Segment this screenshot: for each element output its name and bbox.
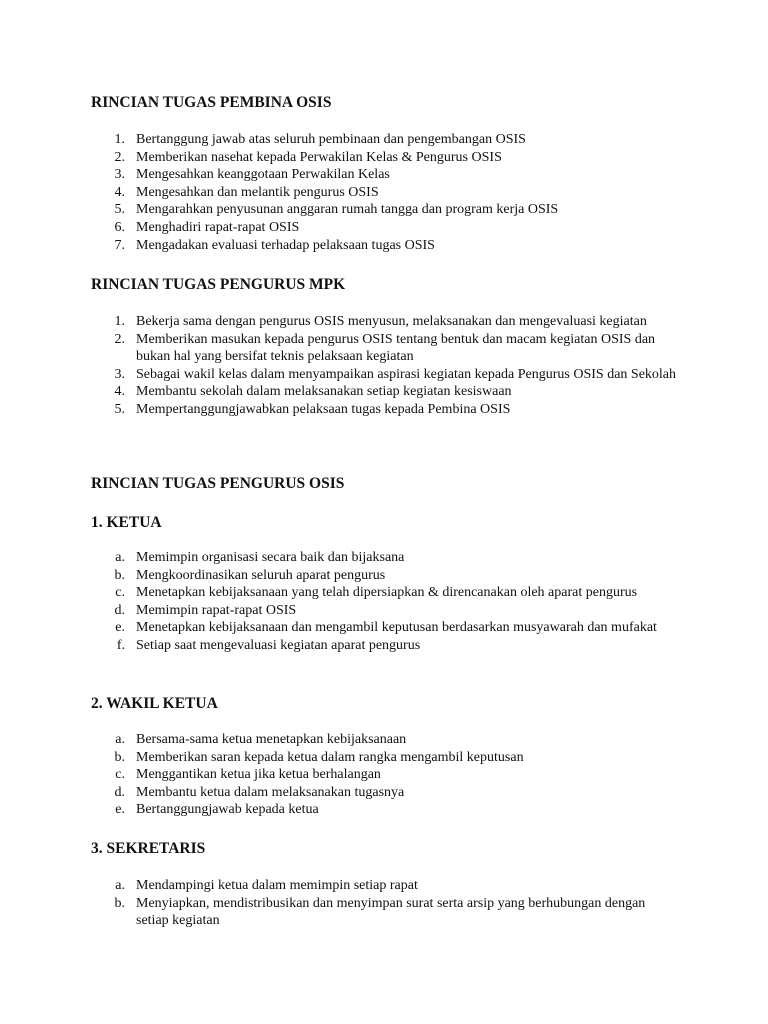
list-pengurus-mpk: [0, 313, 768, 419]
list-item-text: Memberikan nasehat kepada Perwakilan Kelas & Pengurus OSIS: [136, 149, 502, 165]
list-item-marker: f.: [116, 637, 125, 653]
list-item: [0, 201, 681, 219]
list-item-text: Mengkoordinasikan seluruh aparat pengurus: [136, 567, 386, 583]
list-item-text: Menetapkan kebijaksanaan yang telah dipersiapkan & direncanakan oleh aparat pengurus: [136, 585, 638, 601]
list-item: [0, 219, 681, 237]
list-item-marker: 1.: [114, 314, 125, 329]
list-item-text: Bekerja sama dengan pengurus OSIS menyusun, melaksanakan dan mengevaluasi kegiatan: [136, 314, 647, 329]
list-item-text: Menyiapkan, mendistribusikan dan menyimpan surat serta arsip yang berhubungan dengan setiap kegiatan: [136, 895, 646, 929]
list-item-marker: e.: [115, 620, 125, 636]
list-item: [0, 619, 681, 637]
list-item-marker: d.: [114, 784, 125, 800]
list-item-text: Mengadakan evaluasi terhadap pelaksaan tugas OSIS: [136, 237, 435, 253]
list-item: [0, 331, 681, 366]
list-item-marker: 3.: [114, 366, 125, 382]
list-item: [0, 383, 681, 401]
list-item-marker: c.: [115, 585, 125, 601]
list-item-text: Membantu ketua dalam melaksanakan tugasnya: [136, 784, 405, 800]
list-item: [0, 567, 681, 585]
list-item-marker: b.: [114, 749, 125, 765]
list-item-marker: a.: [115, 878, 125, 893]
list-item-text: Memimpin organisasi secara baik dan bijaksana: [136, 550, 405, 565]
list-item-text: Menggantikan ketua jika ketua berhalangan: [136, 767, 381, 783]
list-item: [0, 784, 681, 802]
list-item-marker: e.: [115, 802, 125, 818]
list-item-text: Menghadiri rapat-rapat OSIS: [136, 219, 300, 235]
list-item-text: Bertanggungjawab kepada ketua: [136, 802, 319, 818]
list-item: [0, 749, 681, 767]
list-item-text: Bersama-sama ketua menetapkan kebijaksanaan: [136, 732, 407, 747]
list-item-marker: 2.: [114, 149, 125, 165]
list-item: [0, 237, 681, 255]
list-item-marker: c.: [115, 767, 125, 783]
list-item: [0, 313, 681, 331]
list-item: [0, 166, 681, 184]
list-item-text: Memberikan masukan kepada pengurus OSIS tentang bentuk dan macam kegiatan OSIS dan bukan hal yang bersifat teknis pelaksaan kegiatan: [136, 331, 656, 365]
list-item: [0, 895, 681, 930]
list-item-text: Menetapkan kebijaksanaan dan mengambil keputusan berdasarkan musyawarah dan mufakat: [136, 620, 657, 636]
list-item: [0, 401, 681, 419]
list-item: [0, 637, 681, 655]
list-item-text: Memberikan saran kepada ketua dalam rangka mengambil keputusan: [136, 749, 524, 765]
list-item-text: Mengesahkan keanggotaan Perwakilan Kelas: [136, 167, 390, 183]
list-item-marker: 4.: [114, 184, 125, 200]
list-wakil-ketua: [0, 731, 768, 819]
list-item: [0, 184, 681, 202]
list-item-text: Memimpin rapat-rapat OSIS: [136, 602, 297, 618]
list-item-text: Mempertanggungjawabkan pelaksaan tugas kepada Pembina OSIS: [136, 401, 511, 417]
list-item-text: Bertanggung jawab atas seluruh pembinaan dan pengembangan OSIS: [136, 132, 526, 147]
list-item-marker: 6.: [114, 219, 125, 235]
list-item: [0, 766, 681, 784]
heading-pengurus-osis: RINCIAN TUGAS PENGURUS OSIS: [91, 475, 345, 492]
heading-pengurus-mpk: RINCIAN TUGAS PENGURUS MPK: [91, 276, 346, 293]
list-item-marker: 5.: [114, 401, 125, 417]
list-item: [0, 131, 681, 149]
list-item-marker: 1.: [114, 132, 125, 147]
heading-ketua: 1. KETUA: [91, 514, 162, 531]
list-item-marker: 4.: [114, 384, 125, 400]
list-item-marker: 7.: [114, 237, 125, 253]
list-item-text: Mendampingi ketua dalam memimpin setiap rapat: [136, 878, 418, 893]
list-item: [0, 801, 681, 819]
list-item-text: Mengesahkan dan melantik pengurus OSIS: [136, 184, 379, 200]
list-ketua: [0, 549, 768, 655]
list-item: [0, 584, 681, 602]
list-pembina-osis: [0, 131, 768, 254]
list-item-text: Membantu sekolah dalam melaksanakan setiap kegiatan kesiswaan: [136, 384, 512, 400]
heading-pembina-osis: RINCIAN TUGAS PEMBINA OSIS: [91, 94, 332, 111]
heading-wakil-ketua: 2. WAKIL KETUA: [91, 695, 218, 712]
list-item-marker: a.: [115, 732, 125, 747]
heading-sekretaris: 3. SEKRETARIS: [91, 840, 206, 857]
list-item-text: Setiap saat mengevaluasi kegiatan aparat pengurus: [136, 637, 421, 653]
list-item: [0, 549, 681, 567]
list-item-marker: d.: [114, 602, 125, 618]
list-item: [0, 366, 681, 384]
list-sekretaris: [0, 877, 768, 930]
list-item-text: Sebagai wakil kelas dalam menyampaikan aspirasi kegiatan kepada Pengurus OSIS dan Sekolah: [136, 366, 677, 382]
list-item-marker: 5.: [114, 202, 125, 218]
list-item-marker: b.: [114, 567, 125, 583]
list-item-text: Mengarahkan penyusunan anggaran rumah tangga dan program kerja OSIS: [136, 202, 559, 218]
list-item: [0, 877, 681, 895]
list-item-marker: a.: [115, 550, 125, 565]
list-item: [0, 602, 681, 620]
list-item-marker: 3.: [114, 167, 125, 183]
list-item: [0, 149, 681, 167]
list-item-marker: 2.: [114, 331, 125, 347]
list-item: [0, 731, 681, 749]
list-item-marker: b.: [114, 895, 125, 911]
